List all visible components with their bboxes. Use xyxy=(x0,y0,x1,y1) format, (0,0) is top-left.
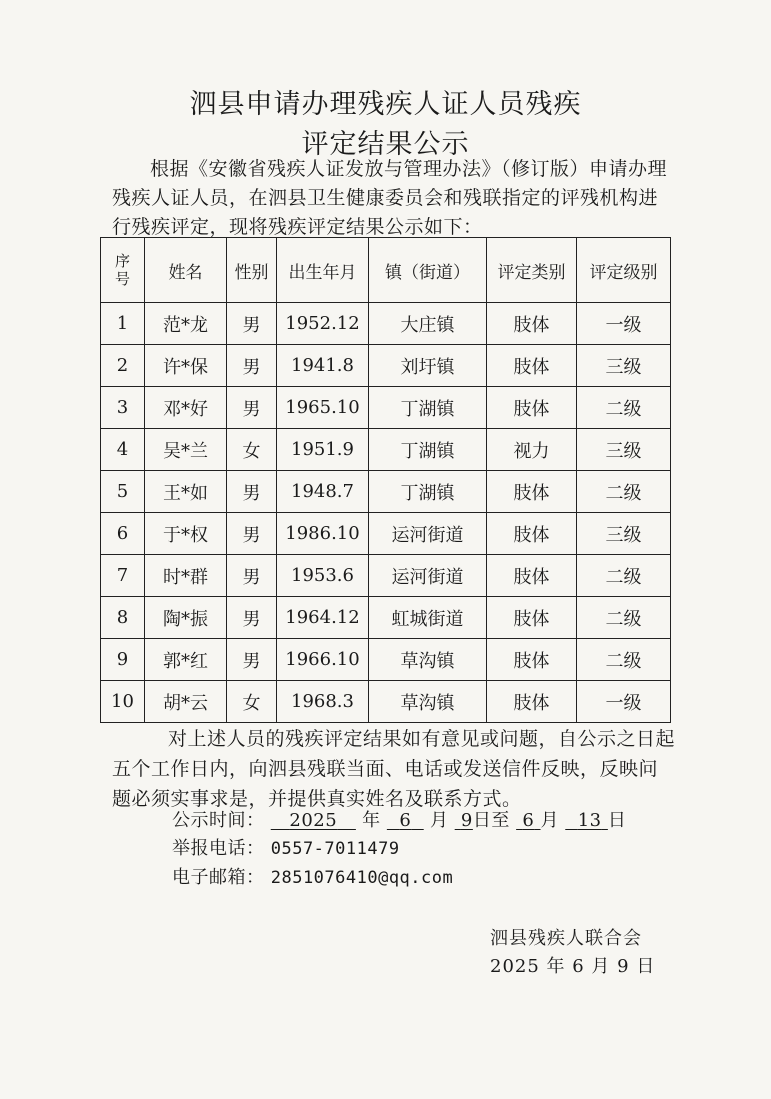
cell-name: 范*龙 xyxy=(145,303,227,345)
header-name: 姓名 xyxy=(145,238,227,303)
cell-category: 肢体 xyxy=(487,639,577,681)
report-phone xyxy=(172,834,400,860)
title-line-2: 评定结果公示 xyxy=(301,129,470,160)
cell-category: 肢体 xyxy=(487,387,577,429)
cell-gender: 男 xyxy=(227,345,277,387)
cell-level: 二级 xyxy=(577,597,671,639)
cell-town: 虹城街道 xyxy=(369,597,487,639)
cell-birth: 1953.6 xyxy=(277,555,369,597)
cell-town: 运河街道 xyxy=(369,555,487,597)
cell-seq: 3 xyxy=(101,387,145,429)
cell-birth: 1951.9 xyxy=(277,429,369,471)
cell-level: 二级 xyxy=(577,639,671,681)
email-label: 电子邮箱： xyxy=(172,867,265,888)
cell-category: 肢体 xyxy=(487,597,577,639)
cell-birth: 1986.10 xyxy=(277,513,369,555)
issue-date: 2025 年 6 月 9 日 xyxy=(490,956,656,977)
publicity-end-month: 6 xyxy=(522,810,535,831)
publicity-year: 2025 xyxy=(289,810,338,831)
cell-seq: 6 xyxy=(101,513,145,555)
cell-birth: 1964.12 xyxy=(277,597,369,639)
publicity-day-to: 日至 xyxy=(472,810,510,831)
publicity-end-month-unit: 月 xyxy=(540,810,560,831)
cell-seq: 1 xyxy=(101,303,145,345)
cell-level: 三级 xyxy=(577,513,671,555)
cell-category: 肢体 xyxy=(487,513,577,555)
cell-level: 三级 xyxy=(577,345,671,387)
table-header-row xyxy=(101,238,671,303)
table-row xyxy=(101,681,671,723)
cell-category: 肢体 xyxy=(487,345,577,387)
publicity-label: 公示时间： xyxy=(172,810,265,831)
cell-gender: 男 xyxy=(227,471,277,513)
cell-town: 草沟镇 xyxy=(369,681,487,723)
cell-seq: 8 xyxy=(101,597,145,639)
cell-category: 肢体 xyxy=(487,303,577,345)
cell-category: 肢体 xyxy=(487,471,577,513)
cell-town: 丁湖镇 xyxy=(369,429,487,471)
header-birth: 出生年月 xyxy=(277,238,369,303)
cell-category: 视力 xyxy=(487,429,577,471)
cell-level: 二级 xyxy=(577,555,671,597)
header-category: 评定类别 xyxy=(487,238,577,303)
publicity-start-month: 6 xyxy=(399,810,412,831)
intro-paragraph: 根据《安徽省残疾人证发放与管理办法》（修订版）申请办理残疾人证人员，在泗县卫生健康委员会和残联指定的评残机构进行残疾评定，现将残疾评定结果公示如下： xyxy=(112,158,668,238)
table-row xyxy=(101,555,671,597)
publicity-period xyxy=(172,806,626,832)
cell-gender: 男 xyxy=(227,303,277,345)
email-value: 2851076410@qq.com xyxy=(270,868,454,888)
table-row xyxy=(101,639,671,681)
cell-gender: 男 xyxy=(227,555,277,597)
cell-name: 吴*兰 xyxy=(145,429,227,471)
objection-note: 对上述人员的残疾评定结果如有意见或问题，自公示之日起五个工作日内，向泗县残联当面、电话或发送信件反映，反映问题必须实事求是，并提供真实姓名及联系方式。 xyxy=(112,728,676,810)
cell-gender: 女 xyxy=(227,681,277,723)
table-row xyxy=(101,303,671,345)
cell-birth: 1968.3 xyxy=(277,681,369,723)
cell-level: 二级 xyxy=(577,471,671,513)
header-level: 评定级别 xyxy=(577,238,671,303)
cell-seq: 5 xyxy=(101,471,145,513)
report-email xyxy=(172,863,453,889)
cell-name: 于*权 xyxy=(145,513,227,555)
header-gender: 性别 xyxy=(227,238,277,303)
cell-town: 草沟镇 xyxy=(369,639,487,681)
cell-town: 刘圩镇 xyxy=(369,345,487,387)
cell-name: 王*如 xyxy=(145,471,227,513)
phone-label: 举报电话： xyxy=(172,838,265,859)
table-row xyxy=(101,345,671,387)
publicity-end-day: 13 xyxy=(577,810,602,831)
table-row xyxy=(101,513,671,555)
publicity-year-unit: 年 xyxy=(362,810,381,831)
cell-town: 大庄镇 xyxy=(369,303,487,345)
header-seq xyxy=(101,238,145,303)
cell-town: 丁湖镇 xyxy=(369,387,487,429)
cell-birth: 1965.10 xyxy=(277,387,369,429)
table-row xyxy=(101,597,671,639)
cell-category: 肢体 xyxy=(487,681,577,723)
cell-name: 胡*云 xyxy=(145,681,227,723)
phone-value: 0557-7011479 xyxy=(270,839,400,859)
cell-name: 郭*红 xyxy=(145,639,227,681)
cell-name: 许*保 xyxy=(145,345,227,387)
title-line-1: 泗县申请办理残疾人证人员残疾 xyxy=(189,89,582,120)
cell-level: 二级 xyxy=(577,387,671,429)
header-seq-line-2: 号 xyxy=(114,270,130,288)
cell-level: 一级 xyxy=(577,303,671,345)
publicity-start-day: 9 xyxy=(460,810,473,831)
cell-gender: 男 xyxy=(227,597,277,639)
header-town: 镇（街道） xyxy=(369,238,487,303)
publicity-month-unit: 月 xyxy=(429,810,449,831)
table-row xyxy=(101,471,671,513)
table-row xyxy=(101,387,671,429)
cell-seq: 7 xyxy=(101,555,145,597)
cell-town: 丁湖镇 xyxy=(369,471,487,513)
cell-gender: 女 xyxy=(227,429,277,471)
cell-seq: 4 xyxy=(101,429,145,471)
cell-birth: 1948.7 xyxy=(277,471,369,513)
cell-name: 邓*好 xyxy=(145,387,227,429)
cell-seq: 10 xyxy=(101,681,145,723)
evaluation-results-table xyxy=(100,237,671,723)
cell-gender: 男 xyxy=(227,387,277,429)
cell-town: 运河街道 xyxy=(369,513,487,555)
cell-name: 陶*振 xyxy=(145,597,227,639)
header-seq-line-1: 序 xyxy=(114,252,130,270)
cell-level: 三级 xyxy=(577,429,671,471)
cell-category: 肢体 xyxy=(487,555,577,597)
cell-level: 一级 xyxy=(577,681,671,723)
publicity-end-day-unit: 日 xyxy=(607,810,627,831)
cell-birth: 1966.10 xyxy=(277,639,369,681)
cell-gender: 男 xyxy=(227,513,277,555)
cell-birth: 1941.8 xyxy=(277,345,369,387)
cell-seq: 2 xyxy=(101,345,145,387)
cell-birth: 1952.12 xyxy=(277,303,369,345)
issuer-organization: 泗县残疾人联合会 xyxy=(490,928,642,949)
table-row xyxy=(101,429,671,471)
cell-seq: 9 xyxy=(101,639,145,681)
cell-name: 时*群 xyxy=(145,555,227,597)
cell-gender: 男 xyxy=(227,639,277,681)
